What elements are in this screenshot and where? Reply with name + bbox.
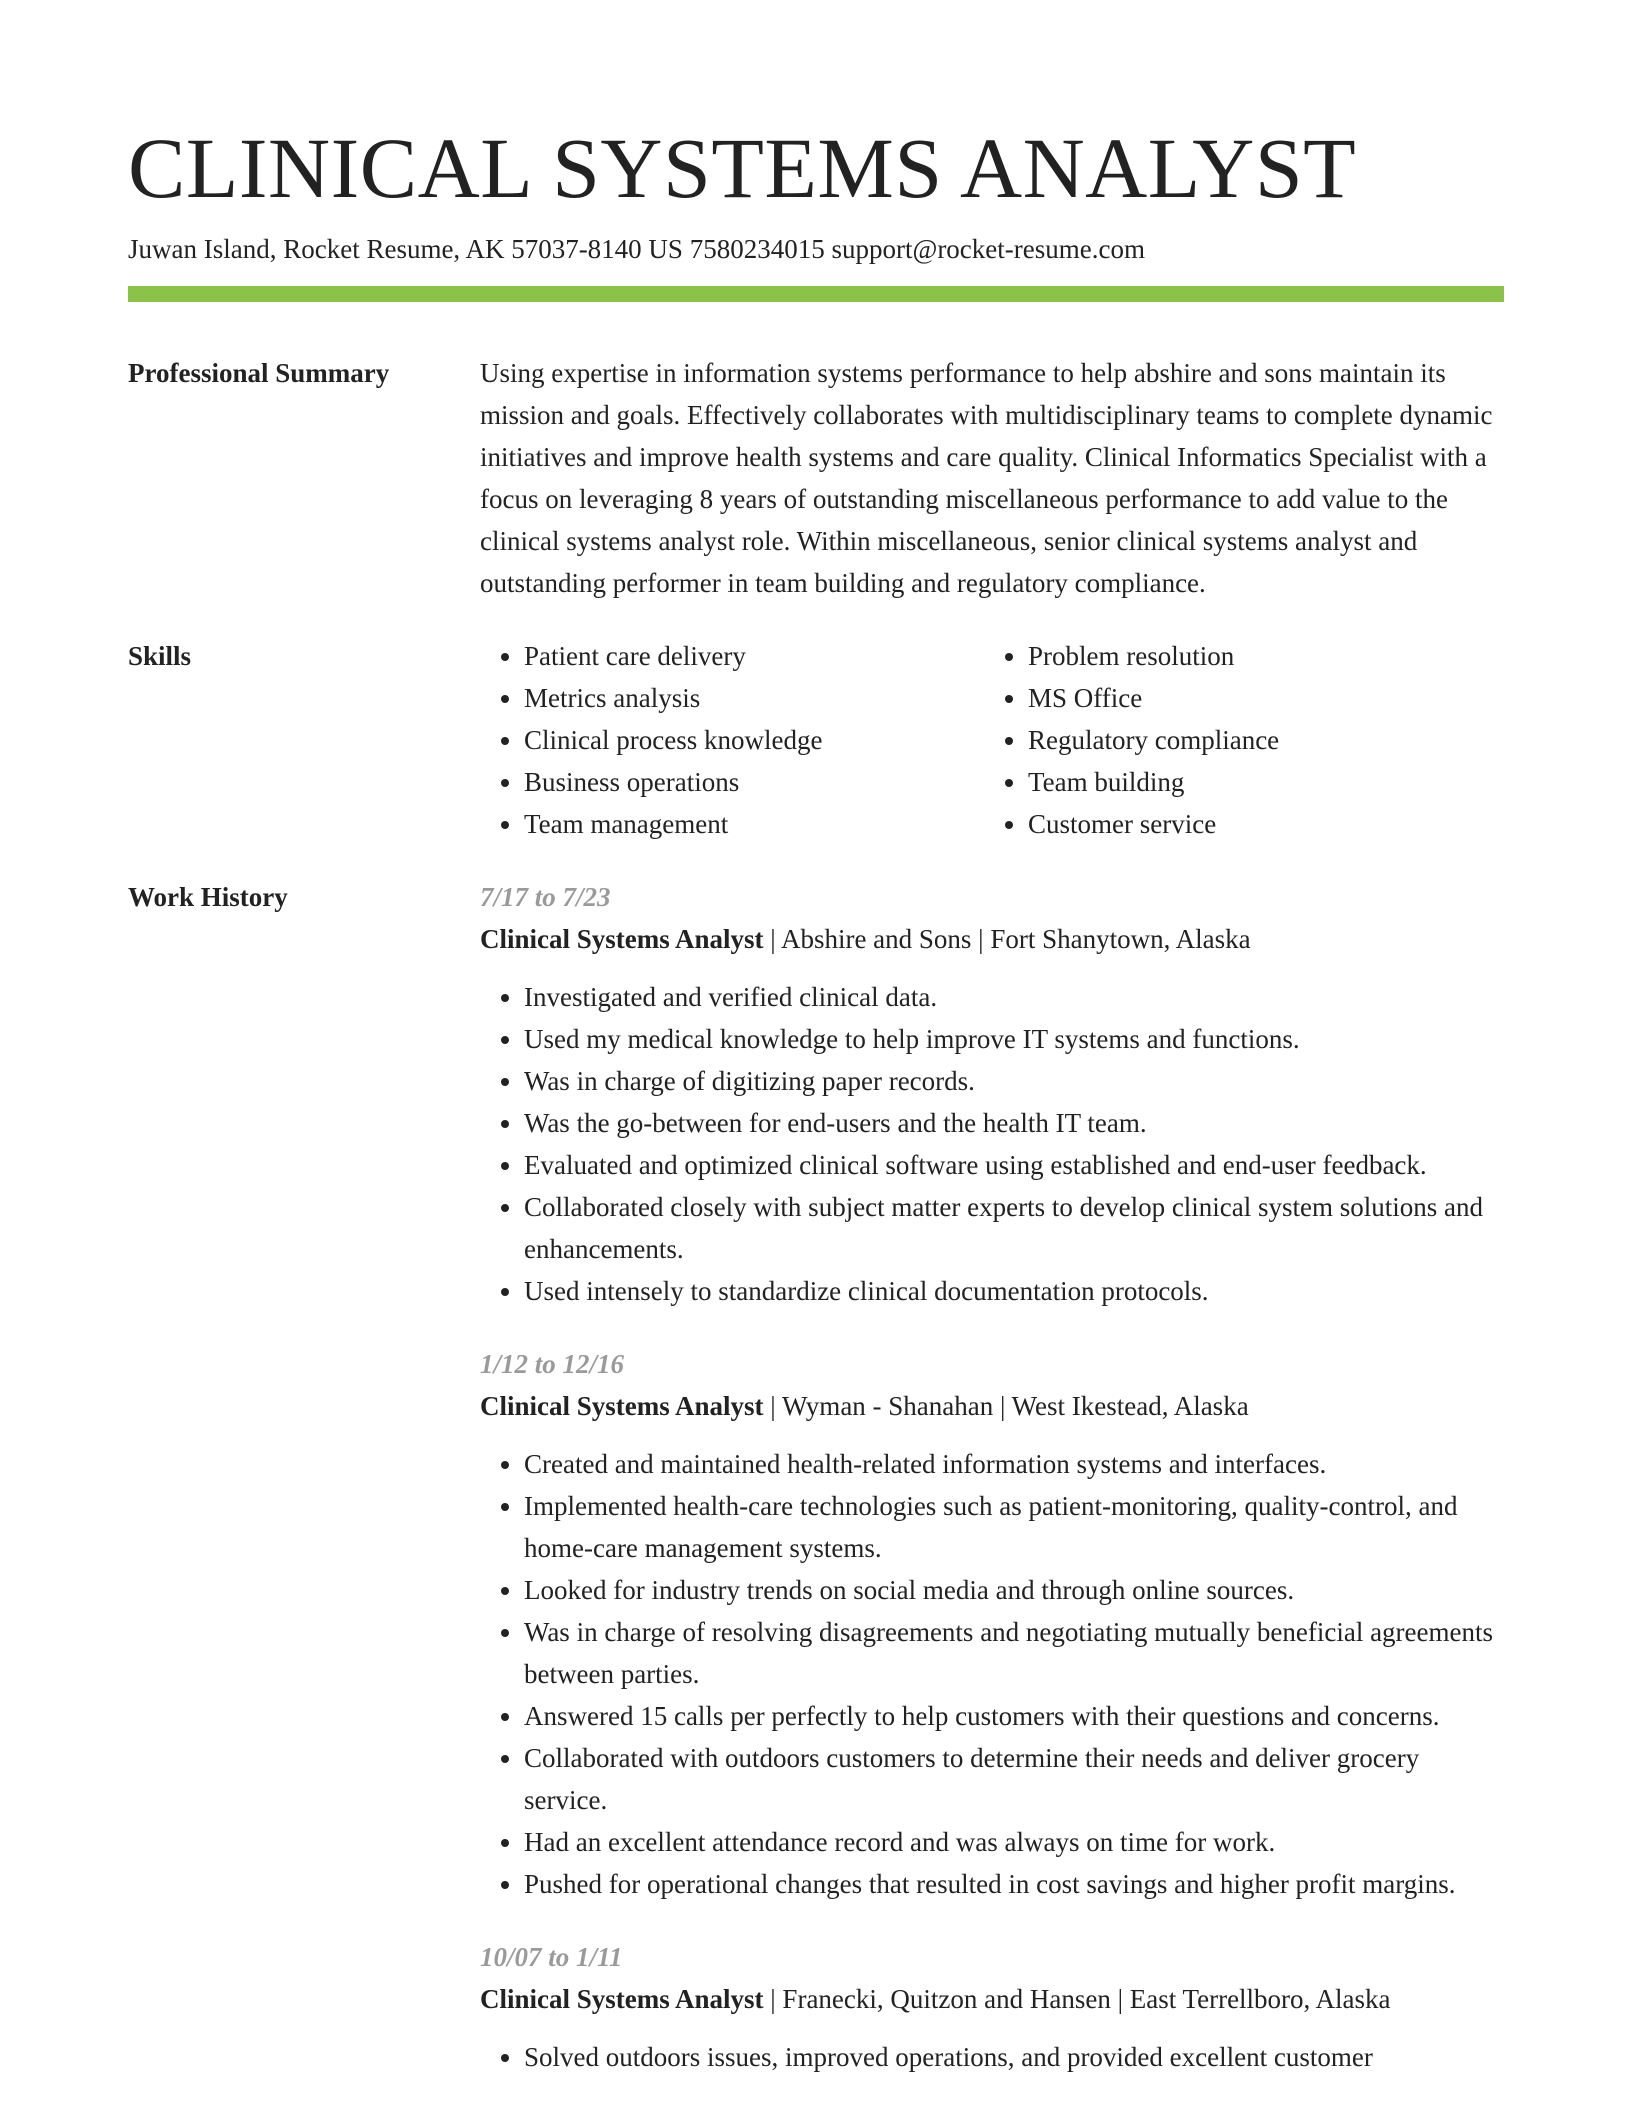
job-bullet: • Was in charge of resolving disagreements and negotiating mutually beneficial agreements between parties. xyxy=(524,1611,1504,1695)
job-dates: 10/07 to 1/11 xyxy=(480,1942,623,1972)
skill-item: • Team building xyxy=(1028,761,1488,803)
job-details: | Abshire and Sons | Fort Shanytown, Alaska xyxy=(763,924,1251,954)
job-details: | Franecki, Quitzon and Hansen | East Terrellboro, Alaska xyxy=(763,1984,1391,2014)
job-entry xyxy=(480,1936,1504,2078)
work-history-label: Work History xyxy=(128,882,288,912)
skills-body xyxy=(480,635,1504,845)
job-bullet: • Pushed for operational changes that resulted in cost savings and higher profit margins. xyxy=(524,1863,1504,1905)
job-title: Clinical Systems Analyst xyxy=(480,1391,764,1421)
job-title: Clinical Systems Analyst xyxy=(480,924,764,954)
job-bullet: • Solved outdoors issues, improved operations, and provided excellent customer xyxy=(524,2036,1504,2078)
job-heading xyxy=(480,1385,1504,1427)
summary-label: Professional Summary xyxy=(128,358,390,388)
skills-grid xyxy=(480,635,1504,845)
accent-rule xyxy=(128,286,1504,302)
skill-item: • MS Office xyxy=(1028,677,1488,719)
skill-item: • Regulatory compliance xyxy=(1028,719,1488,761)
skill-item: • Patient care delivery xyxy=(524,635,984,677)
job-bullet: • Investigated and verified clinical data. xyxy=(524,976,1504,1018)
job-bullet: • Used intensely to standardize clinical documentation protocols. xyxy=(524,1270,1504,1312)
job-dates: 7/17 to 7/23 xyxy=(480,882,611,912)
resume-title: CLINICAL SYSTEMS ANALYST xyxy=(128,120,1357,216)
summary-section xyxy=(128,352,1504,604)
job-bullet: • Answered 15 calls per perfectly to help customers with their questions and concerns. xyxy=(524,1695,1504,1737)
skill-item: • Clinical process knowledge xyxy=(524,719,984,761)
skills-list-left xyxy=(480,635,984,845)
job-heading xyxy=(480,918,1504,960)
job-bullet: • Looked for industry trends on social media and through online sources. xyxy=(524,1569,1504,1611)
skills-list-right xyxy=(984,635,1488,845)
resume-page xyxy=(128,0,1504,2109)
skill-item: • Problem resolution xyxy=(1028,635,1488,677)
work-history-body xyxy=(480,876,1504,2109)
job-entry xyxy=(480,1343,1504,1905)
skill-item: • Business operations xyxy=(524,761,984,803)
job-bullet: • Collaborated closely with subject matter experts to develop clinical system solutions and enhancements. xyxy=(524,1186,1504,1270)
summary-text: Using expertise in information systems performance to help abshire and sons maintain its mission and goals. Effectively collaborates with multidisciplinary teams to complete dynamic initiatives and improve health systems and care quality. Clinical Informatics Specialist with a focus on leveraging 8 years of outstanding miscellaneous performance to add value to the clinical systems analyst role. Within miscellaneous, senior clinical systems analyst and outstanding performer in team building and regulatory compliance. xyxy=(480,358,1493,598)
job-bullet: • Was the go-between for end-users and the health IT team. xyxy=(524,1102,1504,1144)
job-bullet: • Implemented health-care technologies such as patient-monitoring, quality-control, and home-care management systems. xyxy=(524,1485,1504,1569)
summary-body xyxy=(480,352,1504,604)
skill-item: • Team management xyxy=(524,803,984,845)
skills-section xyxy=(128,635,1504,845)
job-bullet: • Created and maintained health-related information systems and interfaces. xyxy=(524,1443,1504,1485)
job-bullet-list xyxy=(480,1443,1504,1905)
job-bullet: • Evaluated and optimized clinical software using established and end-user feedback. xyxy=(524,1144,1504,1186)
skills-label: Skills xyxy=(128,641,192,671)
job-bullet: • Was in charge of digitizing paper records. xyxy=(524,1060,1504,1102)
job-bullet-list xyxy=(480,976,1504,1312)
job-bullet: • Collaborated with outdoors customers to determine their needs and deliver grocery service. xyxy=(524,1737,1504,1821)
job-bullet: • Had an excellent attendance record and was always on time for work. xyxy=(524,1821,1504,1863)
job-dates: 1/12 to 12/16 xyxy=(480,1349,625,1379)
job-bullet-list xyxy=(480,2036,1504,2078)
job-title: Clinical Systems Analyst xyxy=(480,1984,764,2014)
skill-item: • Customer service xyxy=(1028,803,1488,845)
job-heading xyxy=(480,1978,1504,2020)
skill-item: • Metrics analysis xyxy=(524,677,984,719)
job-bullet: • Used my medical knowledge to help improve IT systems and functions. xyxy=(524,1018,1504,1060)
job-details: | Wyman - Shanahan | West Ikestead, Alaska xyxy=(763,1391,1249,1421)
job-entry xyxy=(480,876,1504,1312)
contact-line: Juwan Island, Rocket Resume, AK 57037-8140 US 7580234015 support@rocket-resume.com xyxy=(128,234,1145,264)
work-history-section xyxy=(128,876,1504,2109)
